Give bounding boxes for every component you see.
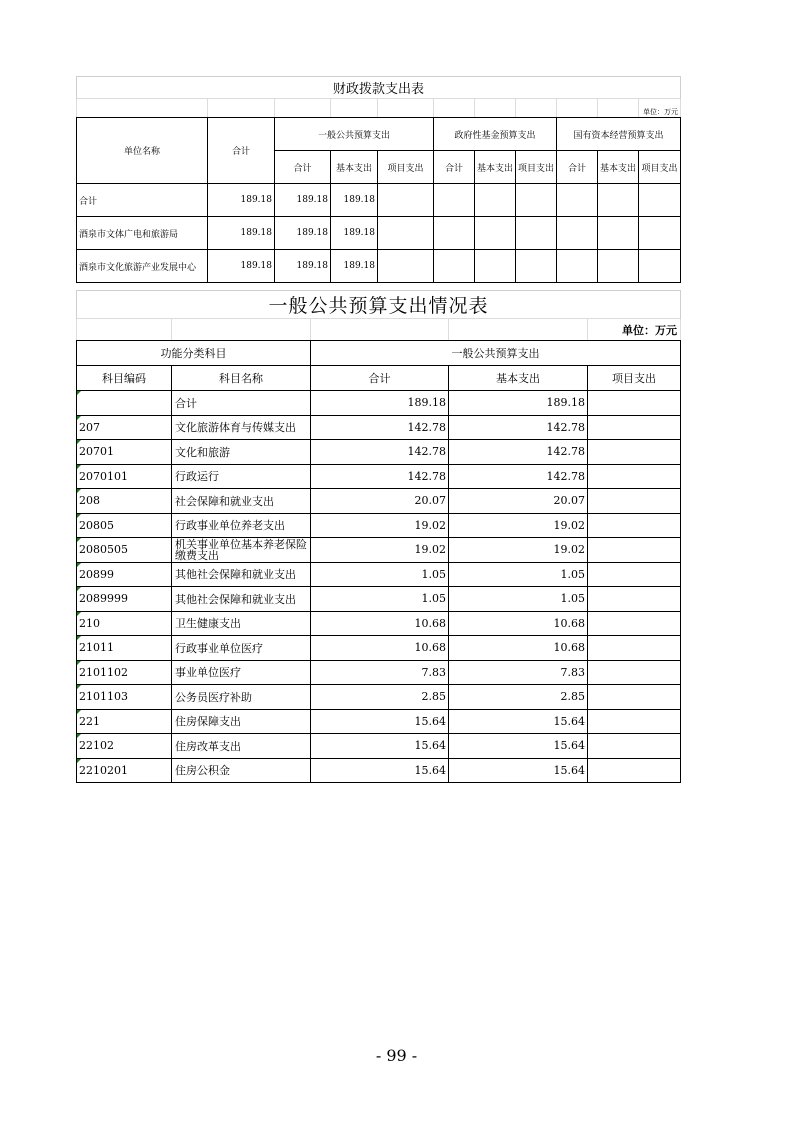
project-cell	[588, 464, 681, 489]
header-general-budget: 一般公共预算支出	[275, 118, 434, 151]
total-cell: 19.02	[311, 538, 449, 563]
total-cell: 1.05	[311, 587, 449, 612]
header-sub-total: 合计	[434, 151, 475, 184]
basic-cell: 1.05	[449, 562, 588, 587]
code-cell: 2070101	[77, 464, 172, 489]
total-cell: 10.68	[311, 636, 449, 661]
table-row	[77, 562, 681, 587]
basic-cell: 2.85	[449, 685, 588, 710]
total-cell: 15.64	[311, 758, 449, 783]
header-general-budget: 一般公共预算支出	[311, 341, 681, 366]
total-cell: 1.05	[311, 562, 449, 587]
header-gov-fund: 政府性基金预算支出	[434, 118, 557, 151]
table-row	[77, 709, 681, 734]
code-cell: 208	[77, 489, 172, 514]
name-cell: 行政事业单位养老支出	[172, 513, 311, 538]
project-cell	[588, 685, 681, 710]
basic-cell: 189.18	[449, 391, 588, 416]
total-cell: 15.64	[311, 709, 449, 734]
project-cell	[588, 758, 681, 783]
code-cell	[77, 391, 172, 416]
basic-cell: 19.02	[449, 513, 588, 538]
basic-cell: 15.64	[449, 734, 588, 759]
basic-cell: 10.68	[449, 636, 588, 661]
header-sub-project: 项目支出	[378, 151, 434, 184]
unit-name-cell: 酒泉市文体广电和旅游局	[77, 217, 208, 250]
basic-cell: 15.64	[449, 758, 588, 783]
table-row	[77, 636, 681, 661]
header-unit-name: 单位名称	[77, 118, 208, 184]
code-cell: 20701	[77, 440, 172, 465]
name-cell: 文化旅游体育与传媒支出	[172, 415, 311, 440]
name-cell: 其他社会保障和就业支出	[172, 562, 311, 587]
header-sub-total: 合计	[557, 151, 598, 184]
total-cell: 20.07	[311, 489, 449, 514]
table-row	[77, 415, 681, 440]
unit-name-cell: 合计	[77, 184, 208, 217]
project-cell	[588, 562, 681, 587]
name-cell: 其他社会保障和就业支出	[172, 587, 311, 612]
header-sub-basic: 基本支出	[475, 151, 516, 184]
table-row	[77, 489, 681, 514]
table-row	[77, 184, 681, 217]
name-cell: 行政事业单位医疗	[172, 636, 311, 661]
total-cell: 189.18	[208, 217, 275, 250]
header-sub-total: 合计	[275, 151, 331, 184]
basic-cell: 20.07	[449, 489, 588, 514]
total-cell: 19.02	[311, 513, 449, 538]
header-state-capital: 国有资本经营预算支出	[557, 118, 681, 151]
project-cell	[588, 513, 681, 538]
table-row	[77, 734, 681, 759]
name-cell: 住房改革支出	[172, 734, 311, 759]
header-total: 合计	[311, 366, 449, 391]
table2-unit: 单位：万元	[588, 319, 681, 341]
total-cell: 142.78	[311, 440, 449, 465]
header-func-class: 功能分类科目	[77, 341, 311, 366]
table2-title: 一般公共预算支出情况表	[77, 291, 681, 319]
project-cell	[588, 660, 681, 685]
header-sub-project: 项目支出	[639, 151, 681, 184]
code-cell: 22102	[77, 734, 172, 759]
basic-cell: 142.78	[449, 440, 588, 465]
header-project: 项目支出	[588, 366, 681, 391]
table1-unit: 单位：万元	[639, 99, 681, 118]
code-cell: 207	[77, 415, 172, 440]
total-cell: 189.18	[311, 391, 449, 416]
total-cell: 7.83	[311, 660, 449, 685]
financial-appropriation-expenditure-table	[76, 76, 681, 283]
project-cell	[588, 440, 681, 465]
header-name: 科目名称	[172, 366, 311, 391]
total-cell: 2.85	[311, 685, 449, 710]
name-cell: 文化和旅游	[172, 440, 311, 465]
code-cell: 20899	[77, 562, 172, 587]
name-cell: 机关事业单位基本养老保险缴费支出	[172, 538, 311, 563]
project-cell	[588, 734, 681, 759]
project-cell	[588, 538, 681, 563]
total-cell: 189.18	[208, 250, 275, 283]
basic-cell: 142.78	[449, 464, 588, 489]
table-row	[77, 611, 681, 636]
table-row	[77, 587, 681, 612]
project-cell	[588, 415, 681, 440]
code-cell: 21011	[77, 636, 172, 661]
basic-cell: 10.68	[449, 611, 588, 636]
table-row	[77, 685, 681, 710]
project-cell	[588, 391, 681, 416]
unit-name-cell: 酒泉市文化旅游产业发展中心	[77, 250, 208, 283]
table-row	[77, 217, 681, 250]
table-row	[77, 758, 681, 783]
general-basic-cell: 189.18	[331, 217, 378, 250]
table-row	[77, 660, 681, 685]
code-cell: 2101103	[77, 685, 172, 710]
code-cell: 221	[77, 709, 172, 734]
total-cell: 142.78	[311, 415, 449, 440]
header-total: 合计	[208, 118, 275, 184]
table-row	[77, 250, 681, 283]
total-cell: 15.64	[311, 734, 449, 759]
basic-cell: 7.83	[449, 660, 588, 685]
project-cell	[588, 709, 681, 734]
page-number: - 99 -	[375, 1046, 418, 1065]
project-cell	[588, 636, 681, 661]
general-public-budget-expenditure-table	[76, 290, 681, 783]
table-row	[77, 391, 681, 416]
table-row	[77, 538, 681, 563]
name-cell: 行政运行	[172, 464, 311, 489]
basic-cell: 1.05	[449, 587, 588, 612]
total-cell: 142.78	[311, 464, 449, 489]
basic-cell: 15.64	[449, 709, 588, 734]
name-cell: 合计	[172, 391, 311, 416]
header-sub-basic: 基本支出	[331, 151, 378, 184]
general-total-cell: 189.18	[275, 250, 331, 283]
project-cell	[588, 611, 681, 636]
code-cell: 210	[77, 611, 172, 636]
name-cell: 卫生健康支出	[172, 611, 311, 636]
name-cell: 事业单位医疗	[172, 660, 311, 685]
code-cell: 2080505	[77, 538, 172, 563]
general-total-cell: 189.18	[275, 217, 331, 250]
project-cell	[588, 587, 681, 612]
general-basic-cell: 189.18	[331, 250, 378, 283]
general-basic-cell: 189.18	[331, 184, 378, 217]
header-sub-basic: 基本支出	[598, 151, 639, 184]
total-cell: 10.68	[311, 611, 449, 636]
basic-cell: 142.78	[449, 415, 588, 440]
name-cell: 公务员医疗补助	[172, 685, 311, 710]
header-sub-project: 项目支出	[516, 151, 557, 184]
table-row	[77, 464, 681, 489]
code-cell: 20805	[77, 513, 172, 538]
basic-cell: 19.02	[449, 538, 588, 563]
header-code: 科目编码	[77, 366, 172, 391]
name-cell: 住房保障支出	[172, 709, 311, 734]
code-cell: 2089999	[77, 587, 172, 612]
project-cell	[588, 489, 681, 514]
table-row	[77, 513, 681, 538]
table-row	[77, 440, 681, 465]
header-basic: 基本支出	[449, 366, 588, 391]
general-total-cell: 189.18	[275, 184, 331, 217]
total-cell: 189.18	[208, 184, 275, 217]
table1-title: 财政拨款支出表	[77, 77, 681, 99]
code-cell: 2210201	[77, 758, 172, 783]
name-cell: 社会保障和就业支出	[172, 489, 311, 514]
name-cell: 住房公积金	[172, 758, 311, 783]
code-cell: 2101102	[77, 660, 172, 685]
